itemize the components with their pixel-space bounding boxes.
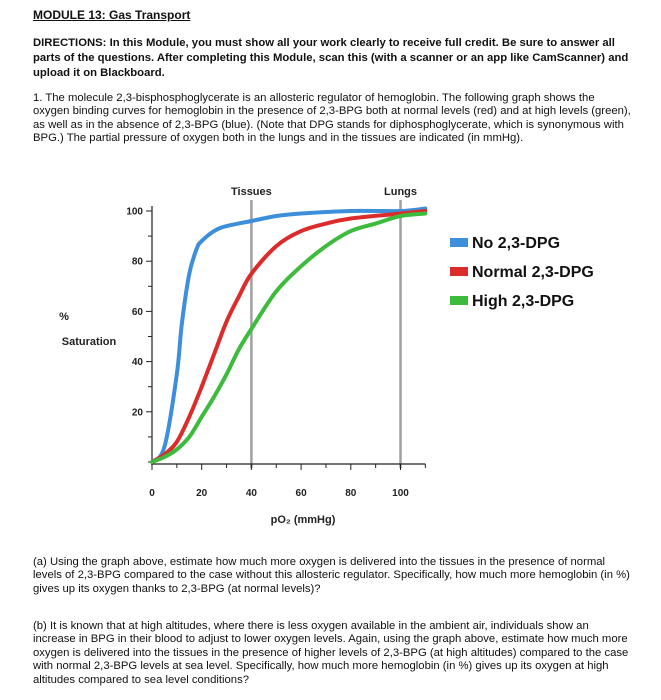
module-title: MODULE 13: Gas Transport xyxy=(33,8,191,22)
legend-swatch-normal-dpg xyxy=(450,267,468,276)
curve-no-dpg xyxy=(152,209,425,463)
curve-normal-dpg xyxy=(152,211,425,462)
legend-label-no-dpg: No 2,3-DPG xyxy=(472,235,561,252)
marker-lines xyxy=(231,186,417,468)
x-tick-label: 0 xyxy=(149,488,155,499)
chart-legend xyxy=(450,235,594,310)
x-axis-label: pO₂ (mmHg) xyxy=(270,514,336,526)
question-1-text: 1. The molecule 2,3-bisphosphoglycerate is an allosteric regulator of hemoglobin. The following graph shows the oxygen binding curves for hemoglobin in the presence of 2,3-BPG both at normal levels (red) and at high levels (green), as well as in the absence of 2,3-BPG (blue). (Note that DPG stands for diphosphoglycerate, which is synonymous with BPG.) The partial pressure of oxygen both in the lungs and in the tissues are indicated (in mmHg). xyxy=(33,92,631,145)
chart-curves xyxy=(152,209,425,463)
legend-swatch-high-dpg xyxy=(450,296,468,305)
x-tick-label: 60 xyxy=(295,488,307,499)
y-axis-label-percent: % xyxy=(59,311,69,323)
x-tick-label: 40 xyxy=(245,488,257,499)
directions-text: DIRECTIONS: In this Module, you must show all your work clearly to receive full credit. Be sure to answer all parts of the questions. After completing this Module, scan this (with a scanner or an app like CamScanner) and upload it on Blackboard. xyxy=(33,37,629,79)
y-tick-label: 20 xyxy=(131,407,143,419)
curve-high-dpg xyxy=(152,214,425,463)
oxygen-binding-chart xyxy=(0,175,661,535)
y-tick-label: 100 xyxy=(126,206,143,218)
legend-label-high-dpg: High 2,3-DPG xyxy=(472,293,575,310)
x-tick-label: 100 xyxy=(392,488,409,499)
marker-label-lungs: Lungs xyxy=(384,186,417,198)
legend-label-normal-dpg: Normal 2,3-DPG xyxy=(472,264,594,281)
x-tick-label: 80 xyxy=(345,488,357,499)
chart-axes xyxy=(151,206,425,464)
y-axis-label-saturation: Saturation xyxy=(61,336,117,348)
question-b-text: (b) It is known that at high altitudes, where there is less oxygen available in the ambient air, individuals show an increase in BPG in their blood to adjust to lower oxygen levels. Again, using the graph above, estimate how much more oxygen is delivered into the tissues in the presence of higher levels of 2,3-BPG (at high altitudes) compared to the case with normal 2,3-BPG levels at sea level. Specifically, how much more hemoglobin (in %) gives up its oxygen at high altitudes compared to sea level conditions? xyxy=(33,620,629,686)
marker-label-tissues: Tissues xyxy=(231,186,272,198)
question-a-text: (a) Using the graph above, estimate how much more oxygen is delivered into the tissues in the presence of normal levels of 2,3-BPG compared to the case without this allosteric regulator. Specifically, how much more hemoglobin (in %) gives up its oxygen thanks to 2,3-BPG (at normal levels)? xyxy=(33,556,630,595)
legend-swatch-no-dpg xyxy=(450,238,468,247)
x-tick-label: 20 xyxy=(196,488,208,499)
y-tick-label: 80 xyxy=(131,256,143,268)
y-tick-label: 40 xyxy=(131,357,143,369)
y-tick-label: 60 xyxy=(131,306,143,318)
